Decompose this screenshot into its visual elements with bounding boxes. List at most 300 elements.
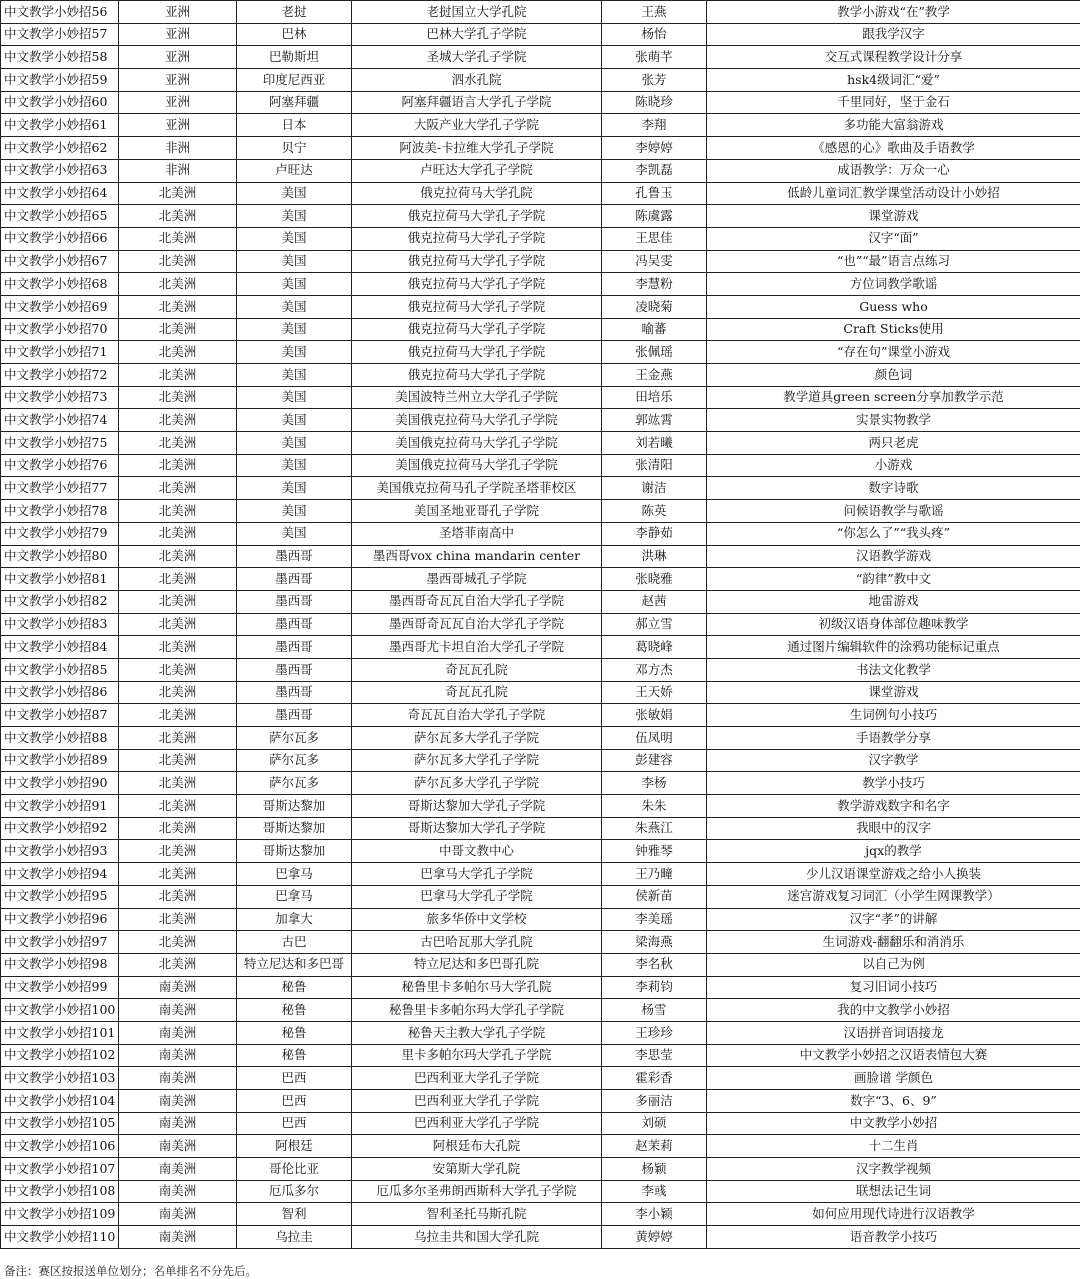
topic-cell: 教学小技巧 bbox=[707, 772, 1080, 795]
country-cell: 卢旺达 bbox=[237, 159, 352, 182]
country-cell: 墨西哥 bbox=[237, 613, 352, 636]
entry-id-cell: 中文教学小妙招91 bbox=[1, 795, 119, 818]
teacher-cell: 李静茹 bbox=[602, 522, 707, 545]
teacher-cell: 王燕 bbox=[602, 1, 707, 24]
table-row bbox=[1, 295, 1080, 318]
region-cell: 北美洲 bbox=[119, 727, 237, 750]
institution-cell: 厄瓜多尔圣弗朗西斯科大学孔子学院 bbox=[352, 1180, 602, 1203]
teacher-cell: 李杨 bbox=[602, 772, 707, 795]
country-cell: 美国 bbox=[237, 295, 352, 318]
teacher-cell: 邓方杰 bbox=[602, 658, 707, 681]
topic-cell: Guess who bbox=[707, 295, 1080, 318]
institution-cell: 奇瓦瓦孔院 bbox=[352, 681, 602, 704]
country-cell: 厄瓜多尔 bbox=[237, 1180, 352, 1203]
institution-cell: 秘鲁里卡多帕尔玛大学孔子学院 bbox=[352, 999, 602, 1022]
table-row bbox=[1, 137, 1080, 160]
institution-cell: 中哥文教中心 bbox=[352, 840, 602, 863]
institution-cell: 美国波特兰州立大学孔子学院 bbox=[352, 386, 602, 409]
country-cell: 美国 bbox=[237, 386, 352, 409]
table-row bbox=[1, 23, 1080, 46]
topic-cell: 课堂游戏 bbox=[707, 681, 1080, 704]
institution-cell: 萨尔瓦多大学孔子学院 bbox=[352, 772, 602, 795]
entry-id-cell: 中文教学小妙招110 bbox=[1, 1226, 119, 1249]
institution-cell: 奇瓦瓦自治大学孔子学院 bbox=[352, 704, 602, 727]
institution-cell: 特立尼达和多巴哥孔院 bbox=[352, 953, 602, 976]
entry-id-cell: 中文教学小妙招93 bbox=[1, 840, 119, 863]
table-row bbox=[1, 795, 1080, 818]
region-cell: 南美洲 bbox=[119, 1112, 237, 1135]
teacher-cell: 喻蕃 bbox=[602, 318, 707, 341]
country-cell: 阿塞拜疆 bbox=[237, 91, 352, 114]
entry-id-cell: 中文教学小妙招73 bbox=[1, 386, 119, 409]
entry-id-cell: 中文教学小妙招62 bbox=[1, 137, 119, 160]
region-cell: 北美洲 bbox=[119, 931, 237, 954]
entry-id-cell: 中文教学小妙招68 bbox=[1, 273, 119, 296]
table-row bbox=[1, 1158, 1080, 1181]
institution-cell: 哥斯达黎加大学孔子学院 bbox=[352, 795, 602, 818]
teacher-cell: 伍凤明 bbox=[602, 727, 707, 750]
institution-cell: 美国俄克拉荷马孔子学院圣塔菲校区 bbox=[352, 477, 602, 500]
teacher-cell: 田培乐 bbox=[602, 386, 707, 409]
table-row bbox=[1, 931, 1080, 954]
teacher-cell: 王思佳 bbox=[602, 227, 707, 250]
entry-id-cell: 中文教学小妙招59 bbox=[1, 69, 119, 92]
table-row bbox=[1, 636, 1080, 659]
entry-id-cell: 中文教学小妙招97 bbox=[1, 931, 119, 954]
teacher-cell: 李思莹 bbox=[602, 1044, 707, 1067]
country-cell: 加拿大 bbox=[237, 908, 352, 931]
country-cell: 老挝 bbox=[237, 1, 352, 24]
country-cell: 秘鲁 bbox=[237, 1021, 352, 1044]
entry-id-cell: 中文教学小妙招102 bbox=[1, 1044, 119, 1067]
entry-id-cell: 中文教学小妙招67 bbox=[1, 250, 119, 273]
region-cell: 南美洲 bbox=[119, 1090, 237, 1113]
topic-cell: 汉字“孝”的讲解 bbox=[707, 908, 1080, 931]
table-row bbox=[1, 1180, 1080, 1203]
teacher-cell: 朱燕江 bbox=[602, 817, 707, 840]
region-cell: 南美洲 bbox=[119, 1203, 237, 1226]
entry-id-cell: 中文教学小妙招76 bbox=[1, 454, 119, 477]
teacher-cell: 杨怡 bbox=[602, 23, 707, 46]
country-cell: 墨西哥 bbox=[237, 545, 352, 568]
topic-cell: “你怎么了”“我头疼” bbox=[707, 522, 1080, 545]
topic-cell: 复习旧词小技巧 bbox=[707, 976, 1080, 999]
region-cell: 非洲 bbox=[119, 137, 237, 160]
topic-cell: 课堂游戏 bbox=[707, 205, 1080, 228]
teacher-cell: 李莉钧 bbox=[602, 976, 707, 999]
table-row bbox=[1, 545, 1080, 568]
topic-cell: jqx的教学 bbox=[707, 840, 1080, 863]
teacher-cell: 刘若曦 bbox=[602, 432, 707, 455]
teacher-cell: 多丽洁 bbox=[602, 1090, 707, 1113]
topic-cell: “存在句”课堂小游戏 bbox=[707, 341, 1080, 364]
teacher-cell: 葛晓峰 bbox=[602, 636, 707, 659]
topic-cell: 书法文化教学 bbox=[707, 658, 1080, 681]
entry-id-cell: 中文教学小妙招57 bbox=[1, 23, 119, 46]
entry-id-cell: 中文教学小妙招79 bbox=[1, 522, 119, 545]
table-row bbox=[1, 658, 1080, 681]
entry-id-cell: 中文教学小妙招71 bbox=[1, 341, 119, 364]
country-cell: 巴西 bbox=[237, 1112, 352, 1135]
teacher-cell: 朱朱 bbox=[602, 795, 707, 818]
institution-cell: 墨西哥城孔子学院 bbox=[352, 568, 602, 591]
institution-cell: 安第斯大学孔院 bbox=[352, 1158, 602, 1181]
topic-cell: 如何应用现代诗进行汉语教学 bbox=[707, 1203, 1080, 1226]
entry-id-cell: 中文教学小妙招90 bbox=[1, 772, 119, 795]
country-cell: 美国 bbox=[237, 432, 352, 455]
entry-id-cell: 中文教学小妙招78 bbox=[1, 500, 119, 523]
entry-id-cell: 中文教学小妙招94 bbox=[1, 863, 119, 886]
institution-cell: 秘鲁天主教大学孔子学院 bbox=[352, 1021, 602, 1044]
country-cell: 美国 bbox=[237, 341, 352, 364]
region-cell: 北美洲 bbox=[119, 182, 237, 205]
table-row bbox=[1, 727, 1080, 750]
table-row bbox=[1, 1135, 1080, 1158]
table-row bbox=[1, 1203, 1080, 1226]
table-row bbox=[1, 590, 1080, 613]
teacher-cell: 李凯磊 bbox=[602, 159, 707, 182]
table-row bbox=[1, 227, 1080, 250]
table-row bbox=[1, 250, 1080, 273]
entry-id-cell: 中文教学小妙招66 bbox=[1, 227, 119, 250]
table-row bbox=[1, 1, 1080, 24]
table-row bbox=[1, 817, 1080, 840]
teacher-cell: 谢洁 bbox=[602, 477, 707, 500]
institution-cell: 俄克拉荷马大学孔子学院 bbox=[352, 318, 602, 341]
entry-id-cell: 中文教学小妙招85 bbox=[1, 658, 119, 681]
country-cell: 美国 bbox=[237, 409, 352, 432]
table-row bbox=[1, 999, 1080, 1022]
teacher-cell: 王天娇 bbox=[602, 681, 707, 704]
table-row bbox=[1, 1112, 1080, 1135]
region-cell: 北美洲 bbox=[119, 318, 237, 341]
country-cell: 秘鲁 bbox=[237, 1044, 352, 1067]
region-cell: 北美洲 bbox=[119, 636, 237, 659]
entry-id-cell: 中文教学小妙招84 bbox=[1, 636, 119, 659]
region-cell: 北美洲 bbox=[119, 795, 237, 818]
institution-cell: 美国圣地亚哥孔子学院 bbox=[352, 500, 602, 523]
institution-cell: 旅多华侨中文学校 bbox=[352, 908, 602, 931]
teacher-cell: 杨雪 bbox=[602, 999, 707, 1022]
entry-id-cell: 中文教学小妙招89 bbox=[1, 749, 119, 772]
teacher-cell: 洪琳 bbox=[602, 545, 707, 568]
table-row bbox=[1, 273, 1080, 296]
topic-cell: 数字“3、6、9” bbox=[707, 1090, 1080, 1113]
region-cell: 北美洲 bbox=[119, 273, 237, 296]
region-cell: 北美洲 bbox=[119, 341, 237, 364]
region-cell: 亚洲 bbox=[119, 91, 237, 114]
topic-cell: 迷宫游戏复习词汇（小学生网课教学） bbox=[707, 885, 1080, 908]
entry-id-cell: 中文教学小妙招98 bbox=[1, 953, 119, 976]
region-cell: 北美洲 bbox=[119, 205, 237, 228]
table-row bbox=[1, 69, 1080, 92]
entry-id-cell: 中文教学小妙招88 bbox=[1, 727, 119, 750]
country-cell: 巴西 bbox=[237, 1067, 352, 1090]
region-cell: 北美洲 bbox=[119, 568, 237, 591]
institution-cell: 奇瓦瓦孔院 bbox=[352, 658, 602, 681]
topic-cell: 手语教学分享 bbox=[707, 727, 1080, 750]
institution-cell: 乌拉圭共和国大学孔院 bbox=[352, 1226, 602, 1249]
entry-id-cell: 中文教学小妙招105 bbox=[1, 1112, 119, 1135]
topic-cell: 语音教学小技巧 bbox=[707, 1226, 1080, 1249]
region-cell: 北美洲 bbox=[119, 364, 237, 387]
table-row bbox=[1, 885, 1080, 908]
entry-id-cell: 中文教学小妙招72 bbox=[1, 364, 119, 387]
teacher-cell: 李彧 bbox=[602, 1180, 707, 1203]
entry-id-cell: 中文教学小妙招95 bbox=[1, 885, 119, 908]
country-cell: 墨西哥 bbox=[237, 568, 352, 591]
table-row bbox=[1, 46, 1080, 69]
topic-cell: hsk4级词汇“爱” bbox=[707, 69, 1080, 92]
country-cell: 美国 bbox=[237, 364, 352, 387]
topic-cell: 画脸谱 学颜色 bbox=[707, 1067, 1080, 1090]
institution-cell: 墨西哥奇瓦瓦自治大学孔子学院 bbox=[352, 590, 602, 613]
country-cell: 美国 bbox=[237, 500, 352, 523]
country-cell: 萨尔瓦多 bbox=[237, 727, 352, 750]
topic-cell: 以自己为例 bbox=[707, 953, 1080, 976]
entry-id-cell: 中文教学小妙招99 bbox=[1, 976, 119, 999]
topic-cell: 颜色词 bbox=[707, 364, 1080, 387]
institution-cell: 巴林大学孔子学院 bbox=[352, 23, 602, 46]
teacher-cell: 钟雅琴 bbox=[602, 840, 707, 863]
topic-cell: 教学小游戏“在”教学 bbox=[707, 1, 1080, 24]
institution-cell: 阿波美-卡拉维大学孔子学院 bbox=[352, 137, 602, 160]
topic-cell: 小游戏 bbox=[707, 454, 1080, 477]
country-cell: 墨西哥 bbox=[237, 590, 352, 613]
teacher-cell: 杨颖 bbox=[602, 1158, 707, 1181]
region-cell: 北美洲 bbox=[119, 590, 237, 613]
teacher-cell: 张芳 bbox=[602, 69, 707, 92]
entry-id-cell: 中文教学小妙招108 bbox=[1, 1180, 119, 1203]
footnote: 备注：赛区按报送单位划分；名单排名不分先后。 bbox=[4, 1263, 257, 1279]
region-cell: 亚洲 bbox=[119, 1, 237, 24]
table-row bbox=[1, 91, 1080, 114]
teacher-cell: 赵茜 bbox=[602, 590, 707, 613]
entry-id-cell: 中文教学小妙招75 bbox=[1, 432, 119, 455]
teacher-cell: 侯新苗 bbox=[602, 885, 707, 908]
topic-cell: 地雷游戏 bbox=[707, 590, 1080, 613]
topic-cell: 成语教学：万众一心 bbox=[707, 159, 1080, 182]
topic-cell: 交互式课程教学设计分享 bbox=[707, 46, 1080, 69]
country-cell: 哥伦比亚 bbox=[237, 1158, 352, 1181]
country-cell: 美国 bbox=[237, 182, 352, 205]
country-cell: 美国 bbox=[237, 205, 352, 228]
region-cell: 北美洲 bbox=[119, 545, 237, 568]
teacher-cell: 李美瑶 bbox=[602, 908, 707, 931]
country-cell: 巴拿马 bbox=[237, 885, 352, 908]
teacher-cell: 李小颖 bbox=[602, 1203, 707, 1226]
region-cell: 北美洲 bbox=[119, 454, 237, 477]
country-cell: 墨西哥 bbox=[237, 681, 352, 704]
region-cell: 北美洲 bbox=[119, 386, 237, 409]
institution-cell: 巴西利亚大学孔子学院 bbox=[352, 1112, 602, 1135]
institution-cell: 俄克拉荷马大学孔子学院 bbox=[352, 364, 602, 387]
region-cell: 北美洲 bbox=[119, 500, 237, 523]
region-cell: 北美洲 bbox=[119, 522, 237, 545]
country-cell: 巴勒斯坦 bbox=[237, 46, 352, 69]
region-cell: 亚洲 bbox=[119, 23, 237, 46]
entry-id-cell: 中文教学小妙招63 bbox=[1, 159, 119, 182]
country-cell: 巴林 bbox=[237, 23, 352, 46]
institution-cell: 美国俄克拉荷马大学孔子学院 bbox=[352, 432, 602, 455]
topic-cell: “也”“最”语言点练习 bbox=[707, 250, 1080, 273]
table-row bbox=[1, 409, 1080, 432]
table-row bbox=[1, 205, 1080, 228]
teacher-cell: 霍彩香 bbox=[602, 1067, 707, 1090]
topic-cell: 教学道具green screen分享加教学示范 bbox=[707, 386, 1080, 409]
region-cell: 北美洲 bbox=[119, 953, 237, 976]
region-cell: 南美洲 bbox=[119, 1226, 237, 1249]
teacher-cell: 李翔 bbox=[602, 114, 707, 137]
teacher-cell: 郭竑霄 bbox=[602, 409, 707, 432]
country-cell: 美国 bbox=[237, 227, 352, 250]
region-cell: 亚洲 bbox=[119, 69, 237, 92]
institution-cell: 俄克拉荷马大学孔子学院 bbox=[352, 273, 602, 296]
entry-id-cell: 中文教学小妙招103 bbox=[1, 1067, 119, 1090]
entry-id-cell: 中文教学小妙招65 bbox=[1, 205, 119, 228]
country-cell: 日本 bbox=[237, 114, 352, 137]
country-cell: 萨尔瓦多 bbox=[237, 749, 352, 772]
institution-cell: 阿根廷布大孔院 bbox=[352, 1135, 602, 1158]
table-row bbox=[1, 522, 1080, 545]
region-cell: 南美洲 bbox=[119, 1044, 237, 1067]
country-cell: 美国 bbox=[237, 522, 352, 545]
table-row bbox=[1, 749, 1080, 772]
teacher-cell: 王珍珍 bbox=[602, 1021, 707, 1044]
entry-id-cell: 中文教学小妙招106 bbox=[1, 1135, 119, 1158]
region-cell: 北美洲 bbox=[119, 250, 237, 273]
table-row bbox=[1, 432, 1080, 455]
topic-cell: Craft Sticks使用 bbox=[707, 318, 1080, 341]
institution-cell: 墨西哥vox china mandarin center bbox=[352, 545, 602, 568]
region-cell: 北美洲 bbox=[119, 477, 237, 500]
topic-cell: 方位词教学歌谣 bbox=[707, 273, 1080, 296]
entry-id-cell: 中文教学小妙招77 bbox=[1, 477, 119, 500]
country-cell: 巴拿马 bbox=[237, 863, 352, 886]
country-cell: 美国 bbox=[237, 477, 352, 500]
teacher-cell: 黄婷婷 bbox=[602, 1226, 707, 1249]
country-cell: 贝宁 bbox=[237, 137, 352, 160]
country-cell: 阿根廷 bbox=[237, 1135, 352, 1158]
topic-cell: 汉语拼音词语接龙 bbox=[707, 1021, 1080, 1044]
region-cell: 北美洲 bbox=[119, 658, 237, 681]
country-cell: 墨西哥 bbox=[237, 658, 352, 681]
region-cell: 亚洲 bbox=[119, 46, 237, 69]
country-cell: 美国 bbox=[237, 250, 352, 273]
table-row bbox=[1, 386, 1080, 409]
region-cell: 北美洲 bbox=[119, 295, 237, 318]
entry-id-cell: 中文教学小妙招101 bbox=[1, 1021, 119, 1044]
region-cell: 非洲 bbox=[119, 159, 237, 182]
country-cell: 墨西哥 bbox=[237, 636, 352, 659]
teacher-cell: 李慧粉 bbox=[602, 273, 707, 296]
region-cell: 北美洲 bbox=[119, 227, 237, 250]
institution-cell: 俄克拉荷马大学孔子学院 bbox=[352, 227, 602, 250]
institution-cell: 美国俄克拉荷马大学孔子学院 bbox=[352, 409, 602, 432]
institution-cell: 圣城大学孔子学院 bbox=[352, 46, 602, 69]
teacher-cell: 李名秋 bbox=[602, 953, 707, 976]
table-row bbox=[1, 159, 1080, 182]
entry-id-cell: 中文教学小妙招70 bbox=[1, 318, 119, 341]
region-cell: 南美洲 bbox=[119, 1067, 237, 1090]
table-row bbox=[1, 863, 1080, 886]
table-row bbox=[1, 681, 1080, 704]
region-cell: 北美洲 bbox=[119, 704, 237, 727]
institution-cell: 巴拿马大学孔子学院 bbox=[352, 863, 602, 886]
entry-id-cell: 中文教学小妙招109 bbox=[1, 1203, 119, 1226]
table-row bbox=[1, 114, 1080, 137]
teacher-cell: 刘硕 bbox=[602, 1112, 707, 1135]
table-row bbox=[1, 182, 1080, 205]
table-row bbox=[1, 976, 1080, 999]
topic-cell: 两只老虎 bbox=[707, 432, 1080, 455]
entry-id-cell: 中文教学小妙招58 bbox=[1, 46, 119, 69]
table-row bbox=[1, 1090, 1080, 1113]
teacher-cell: 陈晓珍 bbox=[602, 91, 707, 114]
entry-id-cell: 中文教学小妙招81 bbox=[1, 568, 119, 591]
country-cell: 秘鲁 bbox=[237, 999, 352, 1022]
entry-id-cell: 中文教学小妙招82 bbox=[1, 590, 119, 613]
topic-cell: 千里同好，坚于金石 bbox=[707, 91, 1080, 114]
teacher-cell: 冯吴雯 bbox=[602, 250, 707, 273]
institution-cell: 俄克拉荷马大学孔子学院 bbox=[352, 341, 602, 364]
topic-cell: 多功能大富翁游戏 bbox=[707, 114, 1080, 137]
table-row bbox=[1, 840, 1080, 863]
teacher-cell: 张萌芊 bbox=[602, 46, 707, 69]
institution-cell: 巴西利亚大学孔子学院 bbox=[352, 1067, 602, 1090]
topic-cell: 跟我学汉字 bbox=[707, 23, 1080, 46]
country-cell: 哥斯达黎加 bbox=[237, 817, 352, 840]
entry-id-cell: 中文教学小妙招92 bbox=[1, 817, 119, 840]
institution-cell: 俄克拉荷马大学孔子学院 bbox=[352, 295, 602, 318]
institution-cell: 智利圣托马斯孔院 bbox=[352, 1203, 602, 1226]
institution-cell: 萨尔瓦多大学孔子学院 bbox=[352, 749, 602, 772]
topic-cell: 联想法记生词 bbox=[707, 1180, 1080, 1203]
region-cell: 南美洲 bbox=[119, 976, 237, 999]
institution-cell: 哥斯达黎加大学孔子学院 bbox=[352, 817, 602, 840]
topic-cell: 汉字“面” bbox=[707, 227, 1080, 250]
teacher-cell: 孔鲁玉 bbox=[602, 182, 707, 205]
topic-cell: 生词例句小技巧 bbox=[707, 704, 1080, 727]
teacher-cell: 凌晓菊 bbox=[602, 295, 707, 318]
region-cell: 南美洲 bbox=[119, 1135, 237, 1158]
country-cell: 美国 bbox=[237, 318, 352, 341]
entry-id-cell: 中文教学小妙招104 bbox=[1, 1090, 119, 1113]
teacher-cell: 王金燕 bbox=[602, 364, 707, 387]
entry-id-cell: 中文教学小妙招60 bbox=[1, 91, 119, 114]
topic-cell: 汉语教学游戏 bbox=[707, 545, 1080, 568]
institution-cell: 萨尔瓦多大学孔子学院 bbox=[352, 727, 602, 750]
country-cell: 美国 bbox=[237, 273, 352, 296]
topic-cell: 低龄儿童词汇教学课堂活动设计小妙招 bbox=[707, 182, 1080, 205]
teacher-cell: 赵茉莉 bbox=[602, 1135, 707, 1158]
institution-cell: 阿塞拜疆语言大学孔子学院 bbox=[352, 91, 602, 114]
country-cell: 哥斯达黎加 bbox=[237, 795, 352, 818]
entry-id-cell: 中文教学小妙招61 bbox=[1, 114, 119, 137]
country-cell: 墨西哥 bbox=[237, 704, 352, 727]
topic-cell: “韵律”教中文 bbox=[707, 568, 1080, 591]
institution-cell: 圣塔菲南高中 bbox=[352, 522, 602, 545]
region-cell: 北美洲 bbox=[119, 840, 237, 863]
entry-id-cell: 中文教学小妙招86 bbox=[1, 681, 119, 704]
entry-id-cell: 中文教学小妙招107 bbox=[1, 1158, 119, 1181]
region-cell: 亚洲 bbox=[119, 114, 237, 137]
institution-cell: 墨西哥奇瓦瓦自治大学孔子学院 bbox=[352, 613, 602, 636]
entry-id-cell: 中文教学小妙招69 bbox=[1, 295, 119, 318]
region-cell: 北美洲 bbox=[119, 863, 237, 886]
table-row bbox=[1, 1044, 1080, 1067]
topic-cell: 初级汉语身体部位趣味教学 bbox=[707, 613, 1080, 636]
